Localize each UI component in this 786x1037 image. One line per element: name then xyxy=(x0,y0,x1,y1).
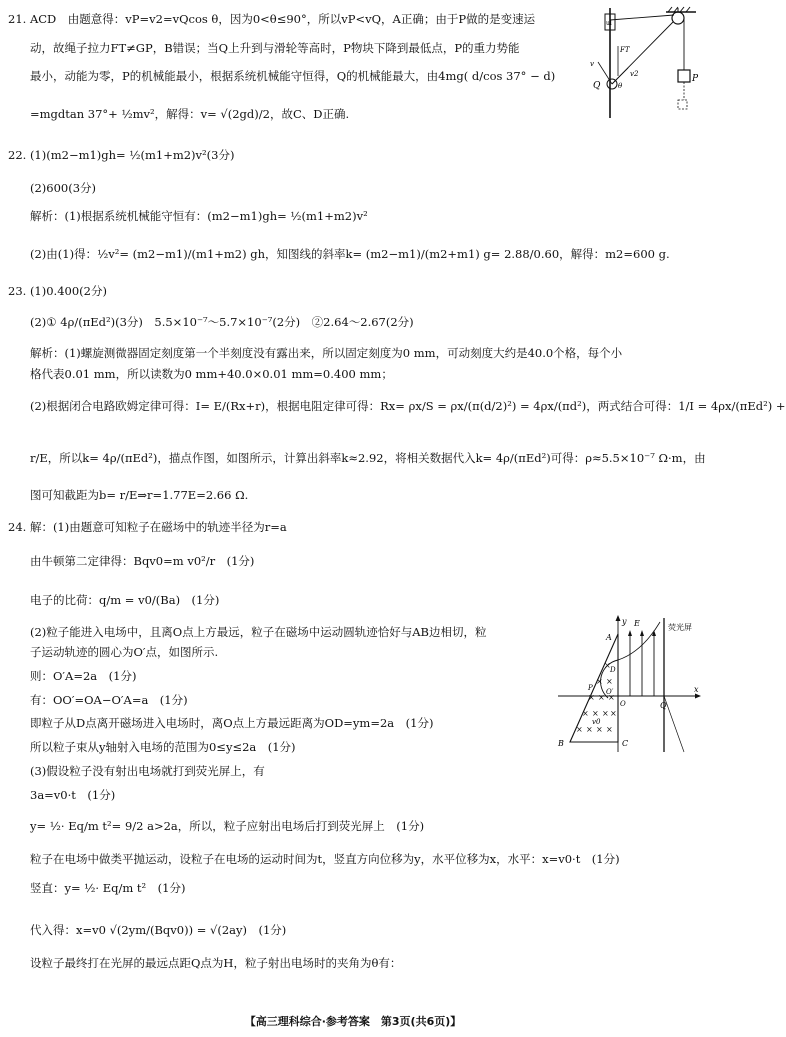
text-line-q22-4: (2)由(1)得：½v²= (m2−m1)/(m1+m2) gh，知图线的斜率k= (m2−m1)/(m2+m1) g= 2.88/0.60，解得：m2=600 g. xyxy=(30,247,670,261)
c-label: C xyxy=(622,739,629,748)
text-line-q24-12: y= ½· Eq/m t²= 9/2 a>2a，所以，粒子应射出电场后打到荧光屏上 (1分) xyxy=(30,819,425,833)
text-line-q21-4: =mgdtan 37°+ ½mv²，解得：v= √(2gd)/2，故C、D正确. xyxy=(30,107,350,121)
p-label: P xyxy=(692,74,699,84)
text-line-q24-3: 电子的比荷：q/m = v0/(Ba) (1分) xyxy=(30,593,220,607)
text-line-q24-4: (2)粒子能进入电场中，且离O点上方最远，粒子在磁场中运动圆轨迹恰好与AB边相切，粒 xyxy=(30,625,487,639)
text-line-q23-3: 解析：(1)螺旋测微器固定刻度第一个半刻度没有露出来，所以固定刻度为0 mm，可动刻度大约是40.0个格，每个小 xyxy=(30,346,623,360)
text-line-q24-11: 3a=v0·t (1分) xyxy=(30,788,116,802)
text-line-q23-7: 图可知截距为b= r/E⇒r=1.77E=2.66 Ω. xyxy=(30,488,249,502)
a-label: A xyxy=(606,633,612,642)
p-point-label: P xyxy=(588,684,593,692)
ul-label: ul xyxy=(606,20,612,27)
text-line-q24-2: 由牛顿第二定律得：Bqv0=m v0²/r (1分) xyxy=(30,554,255,568)
page-footer: 【高三理科综合·参考答案 第3页(共6页)】 xyxy=(244,1015,462,1028)
b-label: B xyxy=(558,739,564,748)
e-label: E xyxy=(634,619,640,628)
o-label: O xyxy=(620,700,626,708)
svg-text:×: × xyxy=(610,709,617,718)
text-line-q24-15: 代入得：x=v0 √(2ym/(Bqv0)) = √(2ay) (1分) xyxy=(30,923,287,937)
v0-label: v0 xyxy=(592,718,601,726)
svg-text:×: × xyxy=(602,709,609,718)
v-label: v xyxy=(590,60,594,68)
text-line-q21-3: 最小，动能为零，P的机械能最小，根据系统机械能守恒得，Q的机械能最大，由4mg( d/cos 37° − d) xyxy=(30,69,556,83)
q-point-label: Q xyxy=(660,701,667,710)
text-line-q24-7: 有：OO′=OA−O′A=a (1分) xyxy=(30,693,188,707)
svg-text:×: × xyxy=(576,725,583,734)
y-axis-label: y xyxy=(622,617,627,626)
svg-text:×: × xyxy=(606,725,613,734)
ft-label: FT xyxy=(620,46,630,54)
text-line-q23-2: (2)① 4ρ/(πEd²)(3分) 5.5×10⁻⁷～5.7×10⁻⁷(2分) ②2.64～2.67(2分) xyxy=(30,315,414,329)
x-axis-label: x xyxy=(694,685,699,694)
screen-label: 荧光屏 xyxy=(668,623,692,632)
text-line-q24-14: 竖直：y= ½· Eq/m t² (1分) xyxy=(30,881,186,895)
text-line-q24-9: 所以粒子束从y轴射入电场的范围为0≤y≤2a (1分) xyxy=(30,740,296,754)
text-line-q23-6: r/E，所以k= 4ρ/(πEd²)，描点作图，如图所示，计算出斜率k≈2.92，将相关数据代入k= 4ρ/(πEd²)可得：ρ≈5.5×10⁻⁷ Ω·m，由 xyxy=(30,451,706,465)
text-line-q24-8: 即粒子从D点离开磁场进入电场时，离O点上方最远距离为OD=ym=2a (1分) xyxy=(30,716,434,730)
v2-label: v2 xyxy=(630,70,639,78)
svg-text:×: × xyxy=(596,677,603,686)
q-label: Q xyxy=(593,81,601,91)
svg-text:×: × xyxy=(608,693,615,702)
text-line-q22-1: 22. (1)(m2−m1)gh= ½(m1+m2)v²(3分) xyxy=(8,148,235,162)
text-line-q24-1: 24. 解：(1)由题意可知粒子在磁场中的轨迹半径为r=a xyxy=(8,520,287,534)
text-line-q23-1: 23. (1)0.400(2分) xyxy=(8,284,107,298)
d-label: D xyxy=(610,666,616,674)
text-line-q24-6: 则：O′A=2a (1分) xyxy=(30,669,137,683)
text-line-q24-5: 子运动轨迹的圆心为O′点，如图所示. xyxy=(30,645,219,659)
theta-label: θ xyxy=(618,82,623,90)
svg-text:×: × xyxy=(582,709,589,718)
o2-label: O′ xyxy=(606,688,614,696)
text-line-q22-3: 解析：(1)根据系统机械能守恒有：(m2−m1)gh= ½(m1+m2)v² xyxy=(30,209,368,223)
text-line-q24-16: 设粒子最终打在光屏的最远点距Q点为H，粒子射出电场时的夹角为θ有： xyxy=(30,956,402,970)
text-line-q23-5: (2)根据闭合电路欧姆定律可得：I= E/(Rx+r)，根据电阻定律可得：Rx= ρx/S = ρx/(π(d/2)²) = 4ρx/(πd²)，两式结合可得：1/I = 4ρx/(πEd²) + xyxy=(30,399,786,413)
text-line-q21-2: 动，故绳子拉力FT≠GP，B错误；当Q上升到与滑轮等高时，P物块下降到最低点，P的重力势能 xyxy=(30,41,520,55)
text-line-q23-4: 格代表0.01 mm，所以读数为0 mm+40.0×0.01 mm=0.400 mm； xyxy=(30,367,393,381)
svg-text:×: × xyxy=(586,725,593,734)
svg-text:×: × xyxy=(606,677,613,686)
svg-text:×: × xyxy=(596,725,603,734)
pulley-figure xyxy=(588,6,700,118)
text-line-q21-1: 21. ACD 由题意得：vP=v2=vQcos θ，因为0<θ≤90°，所以vP<vQ，A正确；由于P做的是变速运 xyxy=(8,12,536,26)
svg-text:×: × xyxy=(604,661,611,670)
svg-text:×: × xyxy=(588,693,595,702)
text-line-q24-10: (3)假设粒子没有射出电场就打到荧光屏上，有 xyxy=(30,764,265,778)
field-figure xyxy=(548,612,702,754)
text-line-q22-2: (2)600(3分) xyxy=(30,181,97,195)
text-line-q24-13: 粒子在电场中做类平抛运动，设粒子在电场的运动时间为t，竖直方向位移为y，水平位移为x，水平：x=v0·t (1分) xyxy=(30,852,620,866)
svg-text:×: × xyxy=(592,709,599,718)
svg-text:×: × xyxy=(598,693,605,702)
